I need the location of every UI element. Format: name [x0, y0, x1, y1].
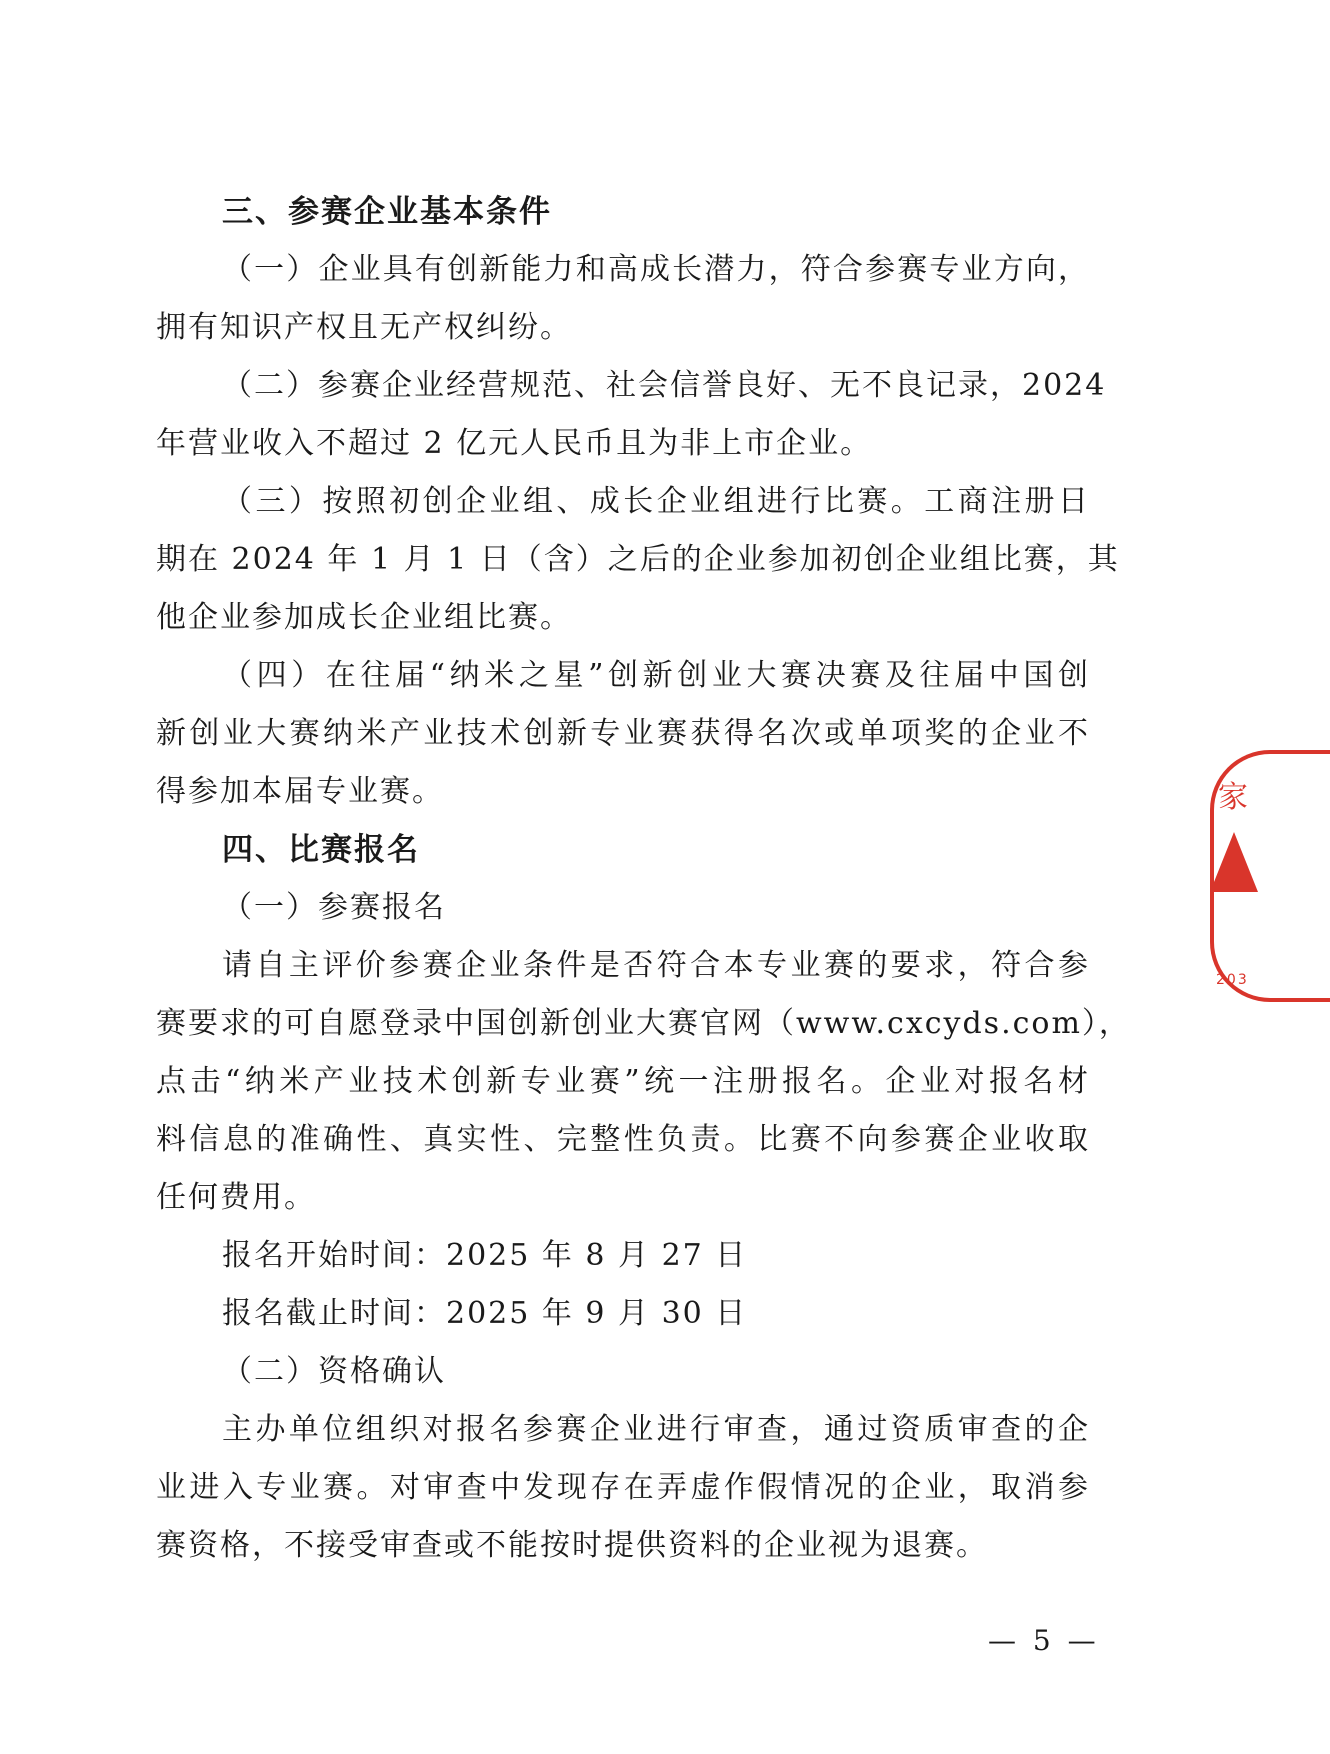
seal-year: 203 [1216, 972, 1249, 988]
paragraph-line: 赛资格，不接受审查或不能按时提供资料的企业视为退赛。 [156, 1528, 988, 1563]
paragraph-line: （二）参赛企业经营规范、社会信誉良好、无不良记录，2024 [222, 368, 1107, 403]
subheading-registration: （一）参赛报名 [222, 890, 446, 925]
registration-end-time: 报名截止时间：2025 年 9 月 30 日 [222, 1296, 748, 1331]
registration-start-time: 报名开始时间：2025 年 8 月 27 日 [222, 1238, 748, 1273]
paragraph-line: （四）在往届“纳米之星”创新创业大赛决赛及往届中国创 [222, 658, 1090, 693]
document-body [156, 183, 1131, 1575]
paragraph-line: 赛要求的可自愿登录中国创新创业大赛官网（www.cxcyds.com）， [156, 1006, 1131, 1041]
page-number: — 5 — [988, 1624, 1100, 1657]
paragraph-line: 年营业收入不超过 2 亿元人民币且为非上市企业。 [156, 426, 873, 461]
paragraph-line: 料信息的准确性、真实性、完整性负责。比赛不向参赛企业收取 [156, 1122, 1090, 1157]
seal-character: 家 [1218, 780, 1248, 815]
paragraph-line: 任何费用。 [156, 1180, 316, 1215]
subheading-qualification: （二）资格确认 [222, 1354, 446, 1389]
section-heading-3: 三、参赛企业基本条件 [222, 194, 552, 230]
seal-star-icon [1210, 832, 1258, 892]
paragraph-line: 请自主评价参赛企业条件是否符合本专业赛的要求，符合参 [222, 948, 1090, 983]
paragraph-line: 他企业参加成长企业组比赛。 [156, 600, 572, 635]
section-heading-4: 四、比赛报名 [222, 832, 420, 868]
official-seal-edge [1210, 750, 1249, 1002]
paragraph-line: 主办单位组织对报名参赛企业进行审查，通过资质审查的企 [222, 1412, 1090, 1447]
paragraph-line: 得参加本届专业赛。 [156, 774, 444, 809]
paragraph-line: 期在 2024 年 1 月 1 日（含）之后的企业参加初创企业组比赛，其 [156, 542, 1120, 577]
paragraph-line: 业进入专业赛。对审查中发现存在弄虚作假情况的企业，取消参 [156, 1470, 1090, 1505]
paragraph-line: （一）企业具有创新能力和高成长潜力，符合参赛专业方向， [222, 252, 1090, 287]
paragraph-line: 点击“纳米产业技术创新专业赛”统一注册报名。企业对报名材 [156, 1064, 1090, 1099]
paragraph-line: （三）按照初创企业组、成长企业组进行比赛。工商注册日 [222, 484, 1090, 519]
paragraph-line: 新创业大赛纳米产业技术创新专业赛获得名次或单项奖的企业不 [156, 716, 1090, 751]
paragraph-line: 拥有知识产权且无产权纠纷。 [156, 310, 572, 345]
